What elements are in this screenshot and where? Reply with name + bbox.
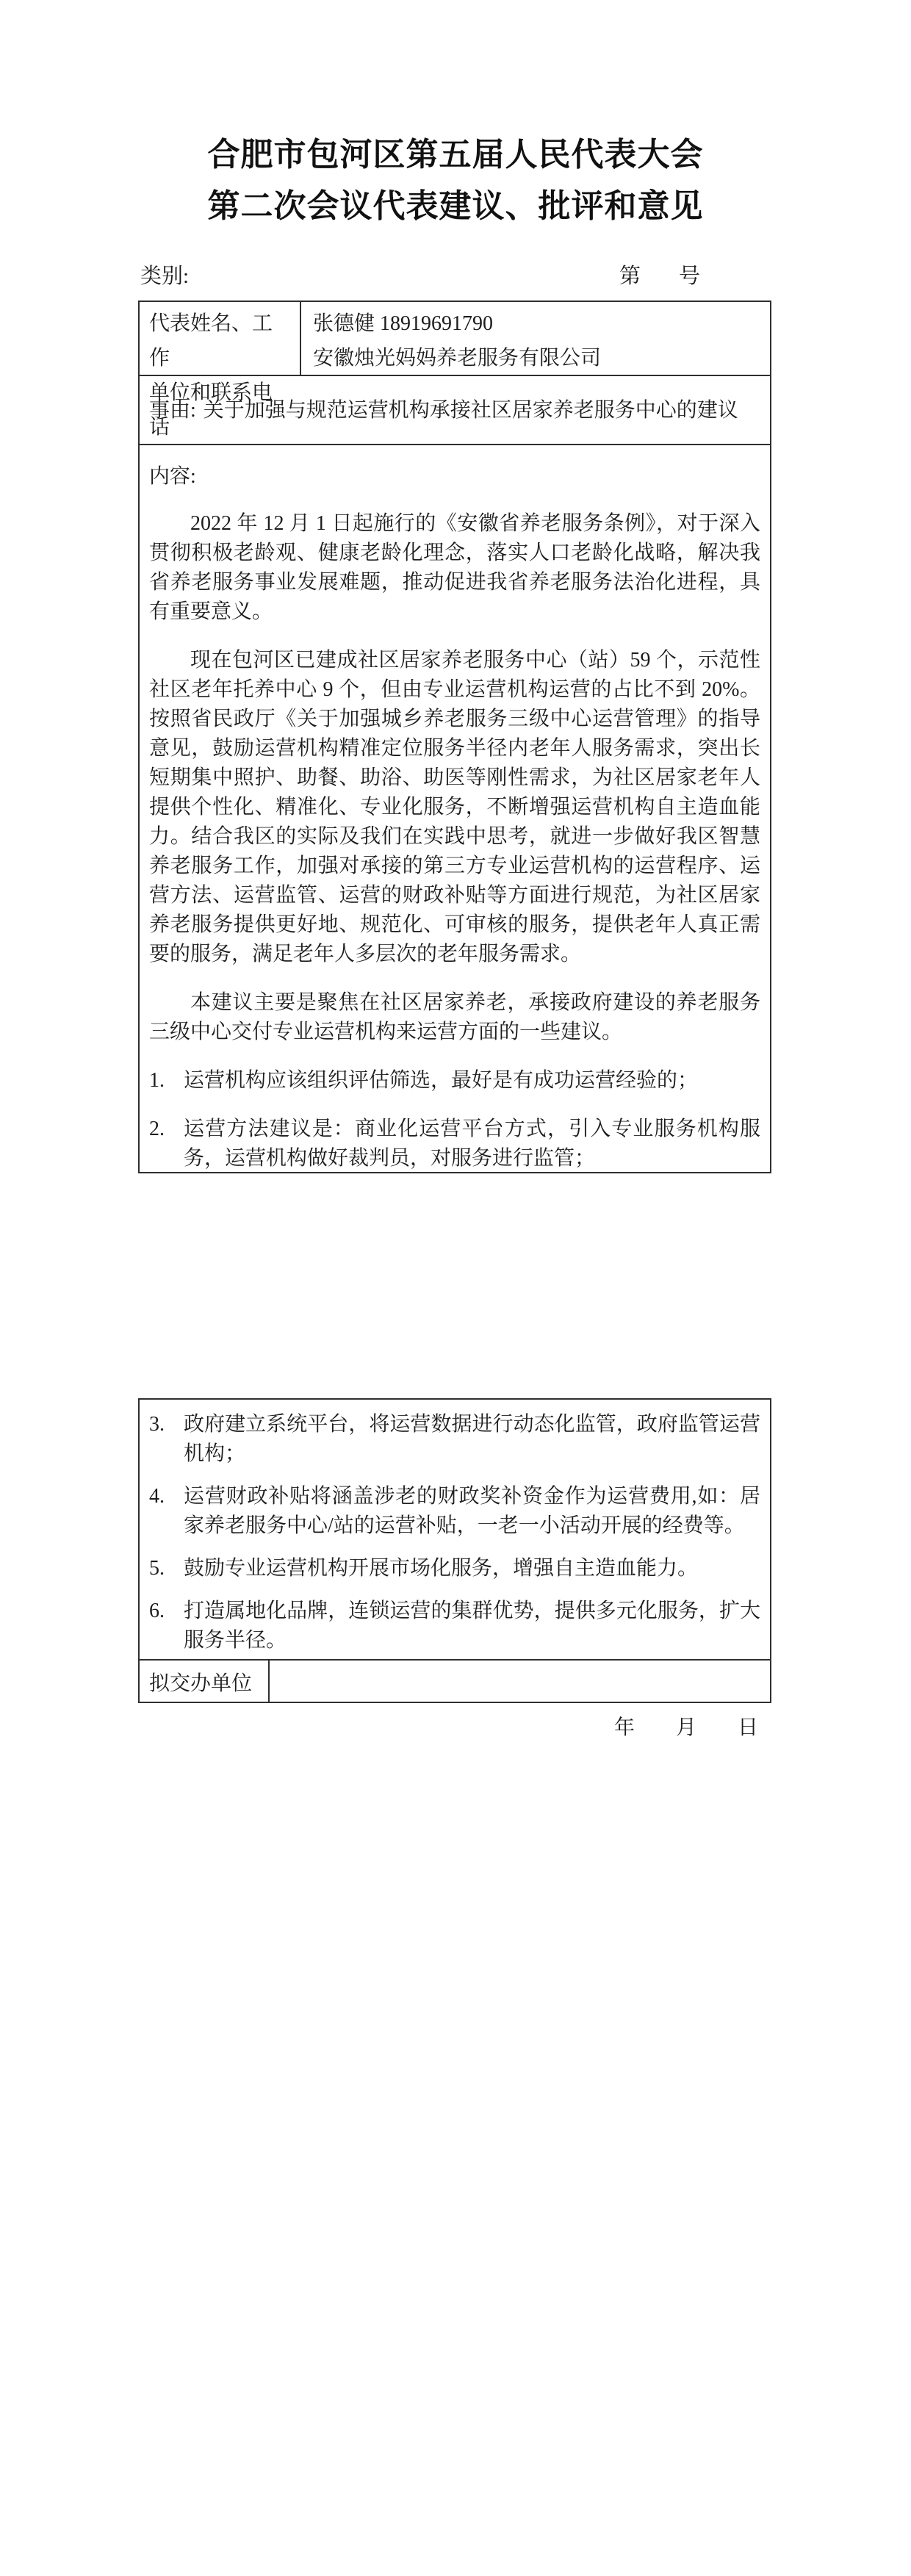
document-number bbox=[619, 262, 700, 291]
assign-unit-label-cell: 拟交办单位 bbox=[140, 1661, 270, 1702]
suggestion-item-2 bbox=[149, 1115, 760, 1172]
content-paragraph: 现在包河区已建成社区居家养老服务中心（站）59 个，示范性社区老年托养中心 9 个，但由专业运营机构运营的占比不到 20%。按照省民政厅《关于加强城乡养老服务三级中心运营管理》的指导意见，鼓励运营机构精准定位服务半径内老年人服务需求，突出长短期集中照护、助餐、助浴、助医等刚性需求，为社区居家老年人提供个性化、精准化、专业化服务，不断增强运营机构自主造血能力。结合我区的实际及我们在实践中思考，就进一步做好我区智慧养老服务工作，加强对承接的第三方专业运营机构的运营程序、运营方法、运营监管、运营的财政补贴等方面进行规范，为社区居家养老服务提供更好地、规范化、可审核的服务，提供老年人真正需要的服务，满足老年人多层次的老年服务需求。 bbox=[149, 649, 760, 965]
content-row bbox=[140, 445, 770, 1172]
suggestion-item-5 bbox=[149, 1554, 760, 1583]
item-number: 5. bbox=[149, 1557, 165, 1580]
item-text: 运营机构应该组织评估筛选，最好是有成功运营经验的； bbox=[184, 1069, 699, 1092]
category-label: 类别: bbox=[140, 265, 190, 288]
form-table-page1 bbox=[138, 301, 771, 1173]
suggestion-item-3 bbox=[149, 1410, 760, 1469]
content-continued bbox=[140, 1400, 770, 1659]
document-title-line2: 第二次会议代表建议、批评和意见 bbox=[207, 188, 704, 224]
representative-name-phone: 张德健 18919691790 bbox=[313, 312, 494, 335]
number-prefix: 第 bbox=[619, 265, 641, 288]
representative-label-line2: 单位和联系电话 bbox=[149, 381, 273, 439]
item-text: 鼓励专业运营机构开展市场化服务，增强自主造血能力。 bbox=[184, 1557, 699, 1580]
subject-text: 关于加强与规范运营机构承接社区居家养老服务中心的建议 bbox=[203, 399, 738, 422]
content-paragraph: 2022 年 12 月 1 日起施行的《安徽省养老服务条例》，对于深入贯彻积极老龄观、健康老龄化理念，落实人口老龄化战略，解决我省养老服务事业发展难题，推动促进我省养老服务法治化进程，具有重要意义。 bbox=[149, 512, 760, 623]
suggestion-item-1 bbox=[149, 1066, 760, 1095]
content-paragraph: 本建议主要是聚焦在社区居家养老，承接政府建设的养老服务三级中心交付专业运营机构来运营方面的一些建议。 bbox=[149, 991, 760, 1043]
item-text: 政府建立系统平台，将运营数据进行动态化监管，政府监管运营机构； bbox=[184, 1413, 760, 1465]
item-number: 6. bbox=[149, 1600, 165, 1622]
item-text: 运营方法建议是：商业化运营平台方式，引入专业服务机构服务，运营机构做好裁判员，对服务进行监管； bbox=[184, 1118, 760, 1170]
representative-organization: 安徽烛光妈妈养老服务有限公司 bbox=[313, 347, 602, 370]
item-number: 3. bbox=[149, 1413, 165, 1436]
item-text: 运营财政补贴将涵盖涉老的财政奖补资金作为运营费用,如：居家养老服务中心/站的运营补贴，一老一小活动开展的经费等。 bbox=[184, 1485, 760, 1537]
assign-unit-row bbox=[140, 1659, 770, 1702]
document-title-line1: 合肥市包河区第五届人民代表大会 bbox=[207, 137, 704, 173]
form-table-page2 bbox=[138, 1398, 771, 1703]
assign-unit-value-cell bbox=[270, 1661, 770, 1702]
content-label: 内容: bbox=[149, 465, 196, 488]
item-text: 打造属地化品牌，连锁运营的集群优势，提供多元化服务，扩大服务半径。 bbox=[184, 1600, 760, 1652]
item-number: 2. bbox=[149, 1118, 165, 1140]
representative-label-line1: 代表姓名、工作 bbox=[149, 312, 273, 370]
item-number: 4. bbox=[149, 1485, 165, 1508]
meta-row bbox=[138, 262, 771, 291]
representative-value-cell bbox=[301, 302, 770, 375]
date-line: 年 月 日 bbox=[613, 1716, 758, 1739]
number-suffix: 号 bbox=[679, 265, 701, 288]
suggestion-item-4 bbox=[149, 1482, 760, 1541]
item-number: 1. bbox=[149, 1069, 165, 1092]
suggestion-item-6 bbox=[149, 1597, 760, 1655]
subject-label: 事由: bbox=[149, 399, 196, 422]
